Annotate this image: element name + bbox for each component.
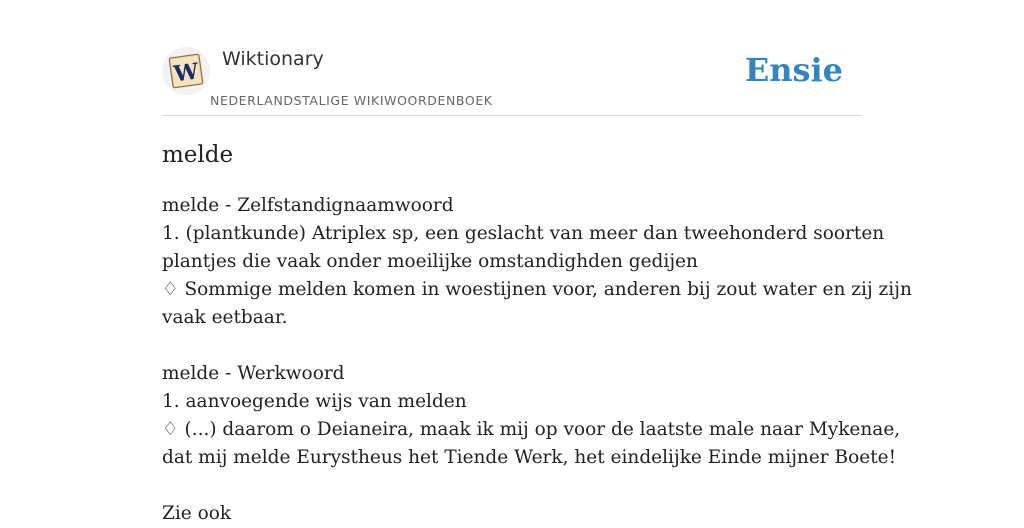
definition-line: 1. (plantkunde) Atriplex sp, een geslacht van meer dan tweehonderd soorten [162, 223, 885, 244]
example-line: vaak eetbaar. [162, 307, 288, 328]
definition-line: 1. aanvoegende wijs van melden [162, 391, 467, 412]
see-also-heading: Zie ook [162, 503, 232, 524]
example-line: ♢ (...) daarom o Deianeira, maak ik mij op voor de laatste male naar Mykenae, [162, 419, 901, 440]
spacer [162, 332, 862, 360]
example-line: ♢ Sommige melden komen in woestijnen voor, anderen bij zout water en zij zijn [162, 279, 912, 300]
spacer [162, 472, 862, 500]
ensie-brand-link[interactable]: Ensie [744, 51, 843, 89]
site-subtitle: NEDERLANDSTALIGE WIKIWOORDENBOEK [210, 93, 493, 108]
entry-heading-noun: melde - Zelfstandignaamwoord [162, 195, 454, 216]
site-header [162, 44, 862, 116]
definition-content [162, 192, 912, 528]
example-line: dat mij melde Eurystheus het Tiende Werk, het eindelijke Einde mijner Boete! [162, 447, 897, 468]
logo-letter: W [172, 58, 201, 88]
definition-line: plantjes die vaak onder moeilijke omstandighden gedijen [162, 251, 698, 272]
wiktionary-logo-icon[interactable] [162, 47, 210, 95]
site-name: Wiktionary [222, 48, 324, 70]
entry-heading-verb: melde - Werkwoord [162, 363, 345, 384]
page-title: melde [162, 142, 234, 168]
